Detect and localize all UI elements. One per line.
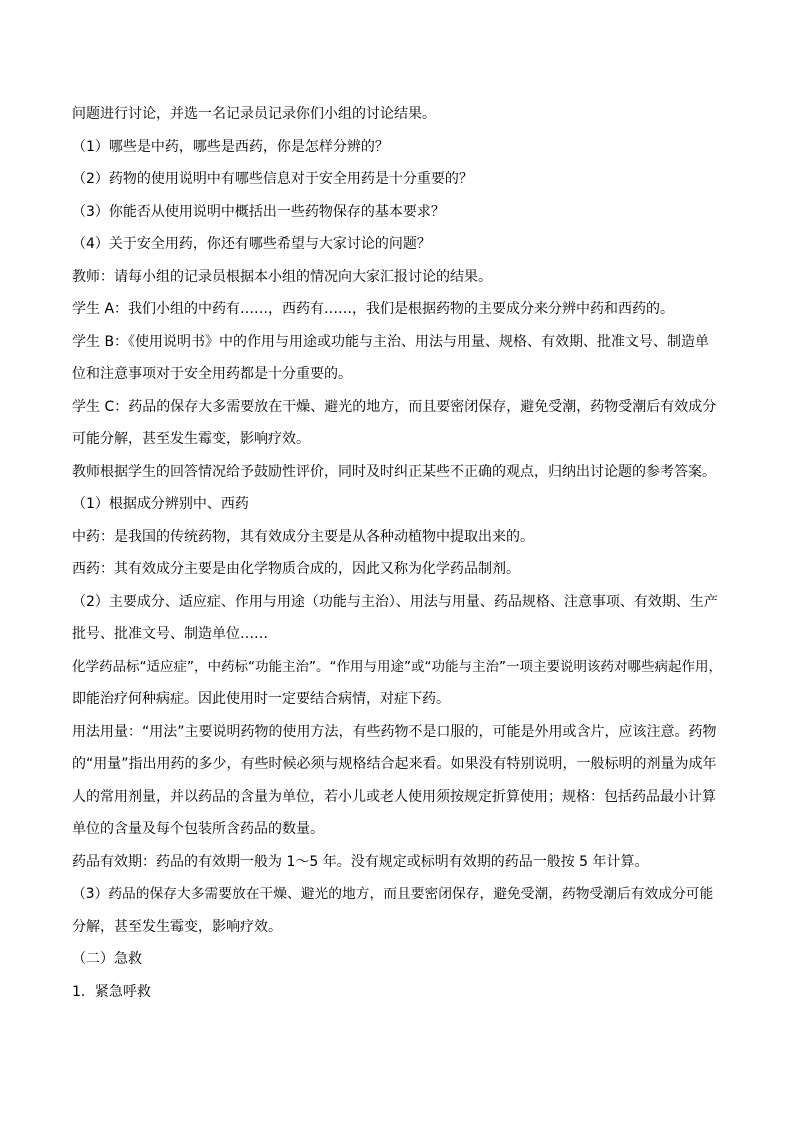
text-line: 批号、批准文号、制造单位…… <box>72 626 268 642</box>
text-line: 教师：请每小组的记录员根据本小组的情况向大家汇报讨论的结果。 <box>72 268 492 285</box>
text-line: 学生 A：我们小组的中药有……，西药有……，我们是根据药物的主要成分来分辨中药和西药的。 <box>72 301 675 317</box>
text-line: 问题进行讨论，并选一名记录员记录你们小组的讨论结果。 <box>72 106 436 122</box>
text-line: 单位的含量及每个包装所含药品的数量。 <box>72 821 324 837</box>
text-line: （4）关于安全用药，你还有哪些希望与大家讨论的问题？ <box>72 236 431 252</box>
text-line: 即能治疗何种病症。因此使用时一定要结合病情，对症下药。 <box>72 691 450 707</box>
text-line: （2）主要成分、适应症、作用与用途（功能与主治）、用法与用量、药品规格、注意事项、有效期、生产 <box>72 593 718 610</box>
text-line: 可能分解，甚至发生霉变，影响疗效。 <box>72 431 310 447</box>
text-line: 药品有效期：药品的有效期一般为 1～5 年。没有规定或标明有效期的药品一般按 5 年计算。 <box>72 853 649 870</box>
text-line: 学生 B：《使用说明书》中的作用与用途或功能与主治、用法与用量、规格、有效期、批准文号、制造单 <box>72 333 710 350</box>
text-line: （2）药物的使用说明中有哪些信息对于安全用药是十分重要的？ <box>72 171 473 187</box>
text-line: 学生 C：药品的保存大多需要放在干燥、避光的地方，而且要密闭保存，避免受潮，药物受潮后有效成分 <box>72 398 717 415</box>
text-line: 分解，甚至发生霉变，影响疗效。 <box>72 918 282 935</box>
text-line: （3）药品的保存大多需要放在干燥、避光的地方，而且要密闭保存，避免受潮，药物受潮后有效成分可能 <box>72 886 714 902</box>
text-line: 化学药品标“适应症”，中药标“功能主治”。“作用与用途”或“功能与主治”一项主要说明该药对哪些病起作用， <box>72 658 722 675</box>
text-line: 用法用量：“用法”主要说明药物的使用方法，有些药物不是口服的，可能是外用或含片，应该注意。药物 <box>72 723 717 740</box>
text-line: 中药：是我国的传统药物，其有效成分主要是从各种动植物中提取出来的。 <box>72 528 534 545</box>
text-line: 位和注意事项对于安全用药都是十分重要的。 <box>72 366 352 382</box>
text-line: （3）你能否从使用说明中概括出一些药物保存的基本要求？ <box>72 203 445 220</box>
subsection-heading: 1．紧急呼救 <box>72 983 151 1000</box>
text-line: （1）哪些是中药，哪些是西药，你是怎样分辨的？ <box>72 138 389 155</box>
section-heading: （二）急救 <box>72 951 142 967</box>
document-body <box>72 98 724 1008</box>
text-line: 西药：其有效成分主要是由化学物质合成的，因此又称为化学药品制剂。 <box>72 561 520 577</box>
text-line: 人的常用剂量，并以药品的含量为单位，若小儿或老人使用须按规定折算使用；规格：包括药品最小计算 <box>72 788 716 805</box>
text-line: （1）根据成分辨别中、西药 <box>72 496 249 512</box>
text-line: 的“用量”指出用药的多少，有些时候必须与规格结合起来看。如果没有特别说明，一般标明的剂量为成年 <box>72 756 717 772</box>
text-line: 教师根据学生的回答情况给予鼓励性评价，同时及时纠正某些不正确的观点，归纳出讨论题的参考答案。 <box>72 463 716 480</box>
